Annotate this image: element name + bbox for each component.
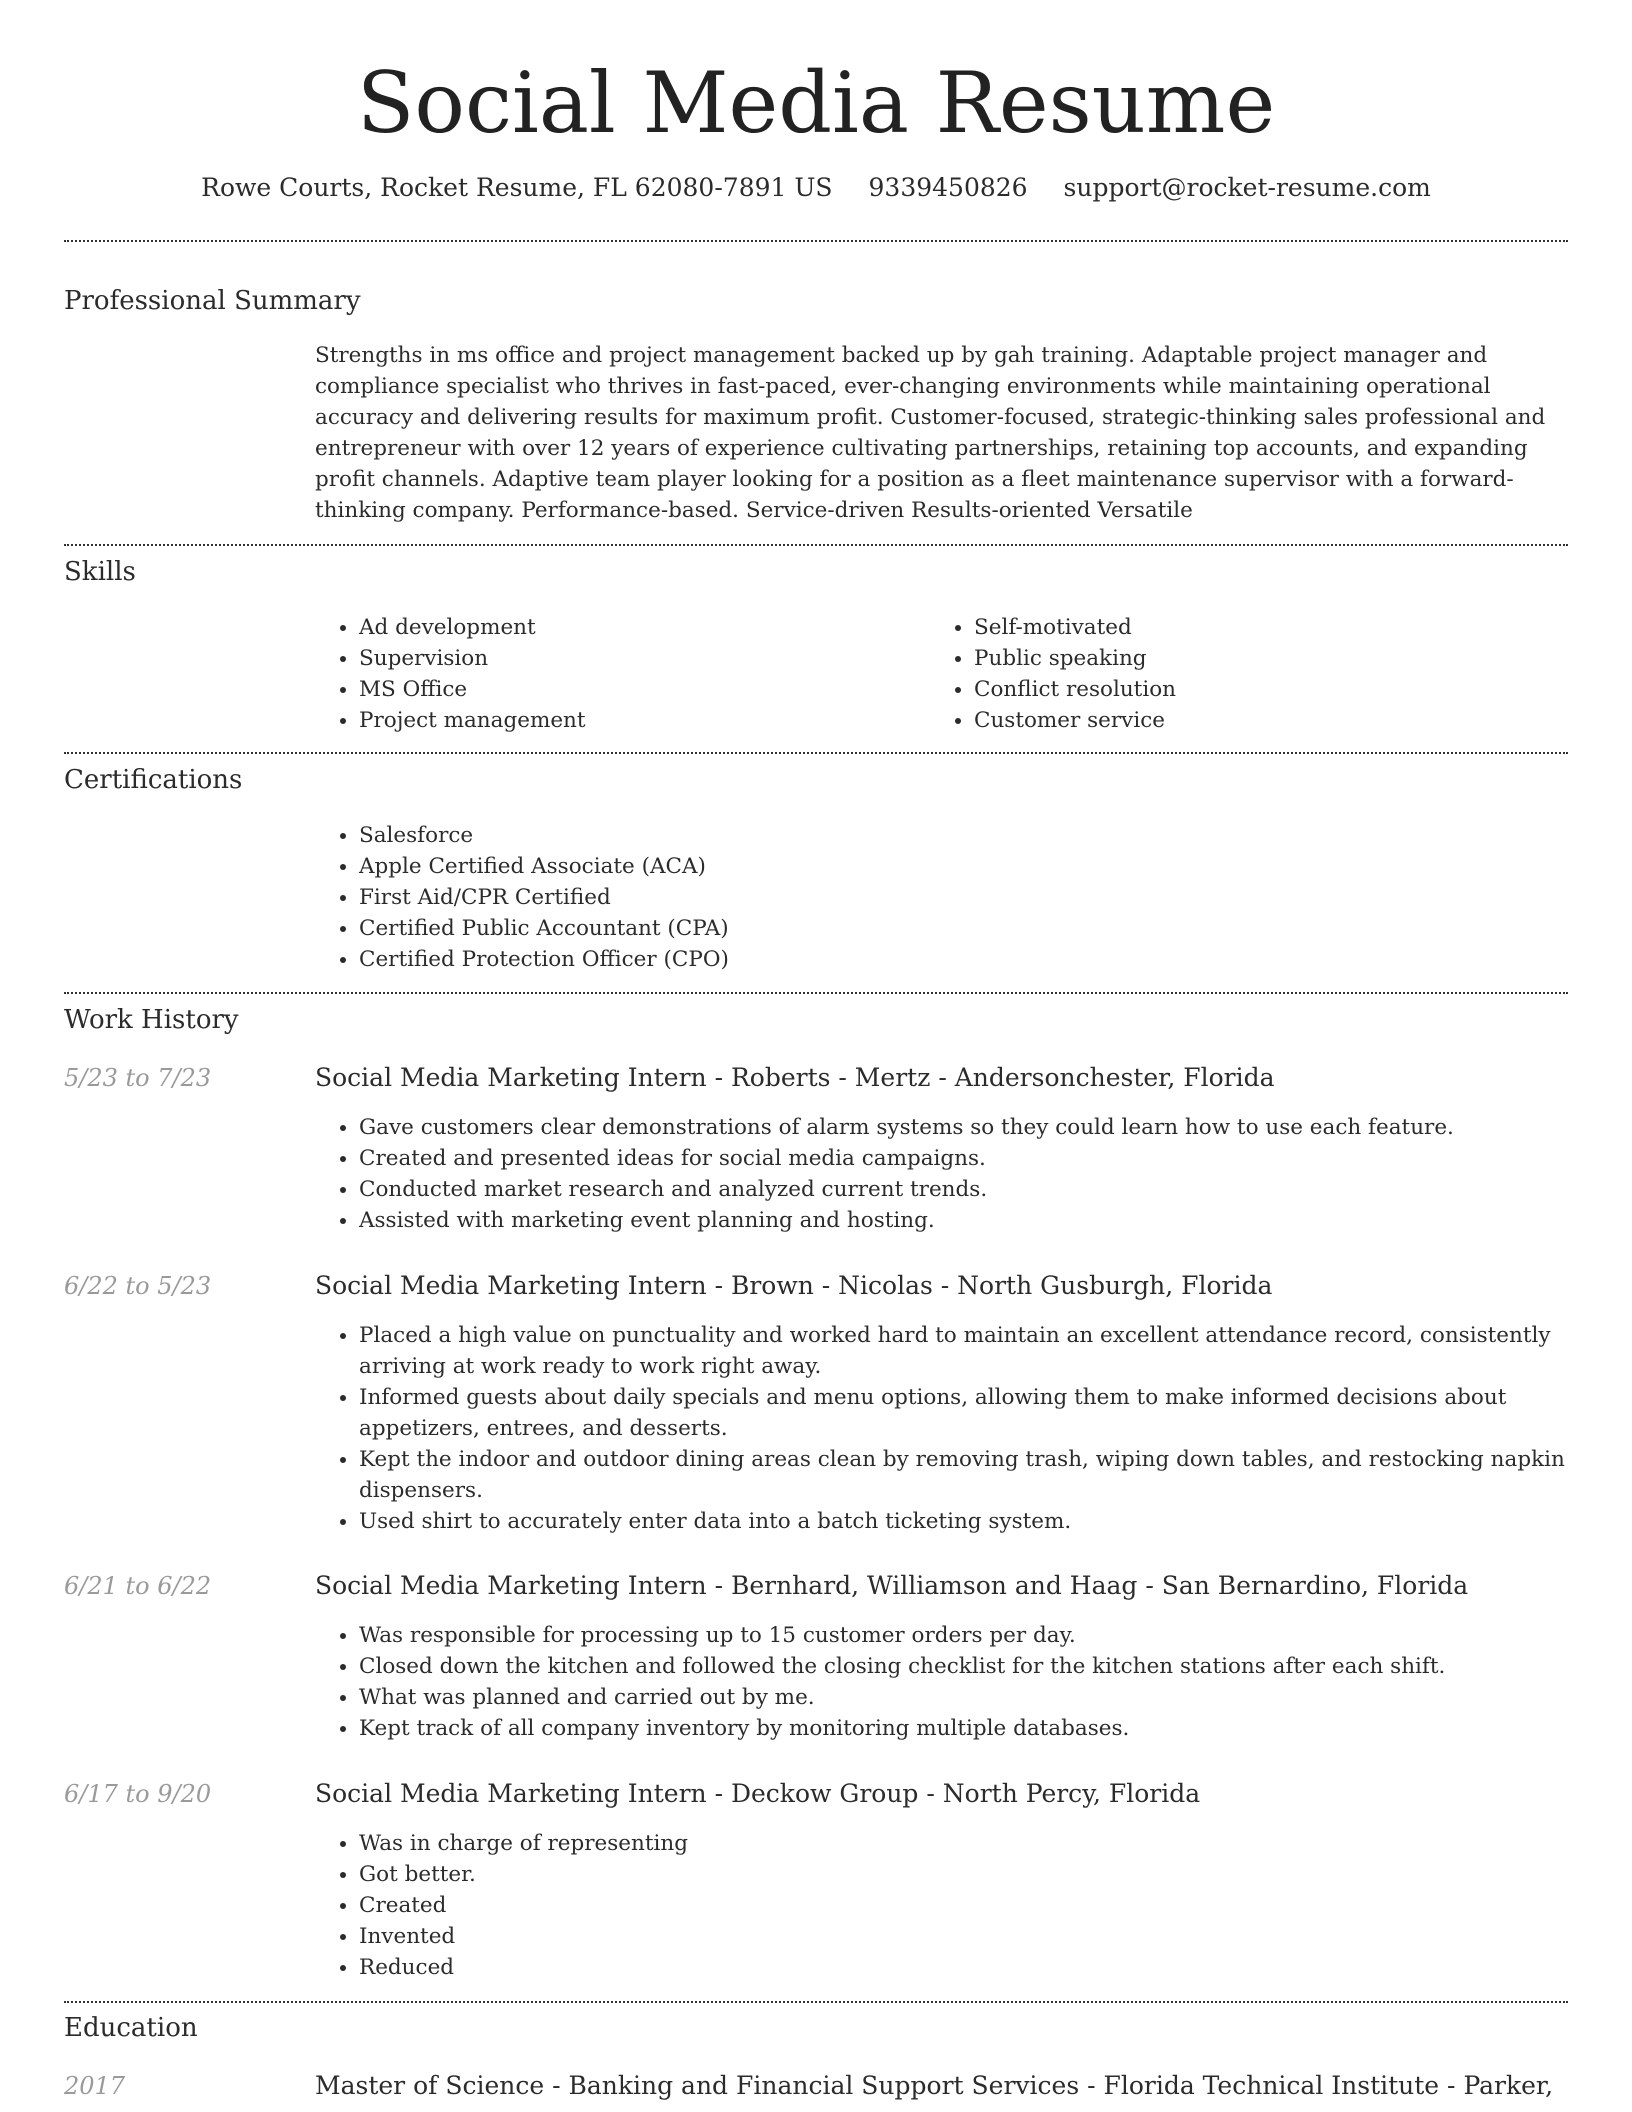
divider xyxy=(64,2001,1568,2003)
job-bullet: • Informed guests about daily specials and menu options, allowing them to make informed decisions about appetizers, entrees, and desserts. xyxy=(359,1382,1567,1444)
skill-item: • MS Office xyxy=(359,674,919,705)
skill-item: • Customer service xyxy=(974,705,1574,736)
certification-item: • Salesforce xyxy=(359,820,1559,851)
section-heading-skills: Skills xyxy=(64,557,136,587)
education-title: Master of Science - Banking and Financial Support Services - Florida Technical Institute - Parker, xyxy=(315,2071,1554,2100)
job-bullet: • Assisted with marketing event planning and hosting. xyxy=(359,1205,1567,1236)
certification-item: • First Aid/CPR Certified xyxy=(359,882,1559,913)
education-date: 2017 xyxy=(64,2072,126,2100)
job-date: 6/21 to 6/22 xyxy=(64,1572,212,1600)
skill-item: • Project management xyxy=(359,705,919,736)
job-bullets xyxy=(315,1828,1567,1983)
job-bullet: • Kept track of all company inventory by monitoring multiple databases. xyxy=(359,1713,1567,1744)
job-title: Social Media Marketing Intern - Roberts - Mertz - Andersonchester, Florida xyxy=(315,1063,1275,1092)
certifications-list xyxy=(315,820,1559,975)
job-bullet: • Invented xyxy=(359,1921,1567,1952)
job-bullet: • What was planned and carried out by me. xyxy=(359,1682,1567,1713)
skill-item: • Public speaking xyxy=(974,643,1574,674)
certification-item: • Certified Public Accountant (CPA) xyxy=(359,913,1559,944)
certification-item: • Certified Protection Officer (CPO) xyxy=(359,944,1559,975)
skills-list-left xyxy=(315,612,919,736)
job-bullet: • Was responsible for processing up to 15 customer orders per day. xyxy=(359,1620,1567,1651)
skill-item: • Self-motivated xyxy=(974,612,1574,643)
job-bullets xyxy=(315,1620,1567,1744)
job-bullet: • Got better. xyxy=(359,1859,1567,1890)
job-date: 6/17 to 9/20 xyxy=(64,1780,212,1808)
job-bullets xyxy=(315,1112,1567,1236)
section-heading-summary: Professional Summary xyxy=(64,286,361,316)
job-title: Social Media Marketing Intern - Brown - Nicolas - North Gusburgh, Florida xyxy=(315,1271,1273,1300)
contact-address: Rowe Courts, Rocket Resume, FL 62080-7891 US xyxy=(201,173,833,202)
divider xyxy=(64,752,1568,754)
skills-list-right xyxy=(930,612,1574,736)
skill-item: • Ad development xyxy=(359,612,919,643)
contact-line xyxy=(0,170,1632,206)
job-bullet: • Placed a high value on punctuality and worked hard to maintain an excellent attendance record, consistently arriving at work ready to work right away. xyxy=(359,1320,1567,1382)
section-heading-education: Education xyxy=(64,2013,198,2043)
job-title: Social Media Marketing Intern - Bernhard, Williamson and Haag - San Bernardino, Florida xyxy=(315,1571,1469,1600)
contact-email: support@rocket-resume.com xyxy=(1063,173,1431,202)
job-bullet: • Created and presented ideas for social media campaigns. xyxy=(359,1143,1567,1174)
divider xyxy=(64,544,1568,546)
job-bullet: • Kept the indoor and outdoor dining areas clean by removing trash, wiping down tables, and restocking napkin dispensers. xyxy=(359,1444,1567,1506)
resume-title: Social Media Resume xyxy=(356,54,1276,152)
job-bullet: • Closed down the kitchen and followed the closing checklist for the kitchen stations after each shift. xyxy=(359,1651,1567,1682)
contact-phone: 9339450826 xyxy=(868,173,1028,202)
job-bullet: • Gave customers clear demonstrations of alarm systems so they could learn how to use each feature. xyxy=(359,1112,1567,1143)
job-date: 5/23 to 7/23 xyxy=(64,1064,212,1092)
job-bullet: • Used shirt to accurately enter data into a batch ticketing system. xyxy=(359,1506,1567,1537)
job-bullet: • Created xyxy=(359,1890,1567,1921)
summary-text: Strengths in ms office and project management backed up by gah training. Adaptable project manager and compliance specialist who thrives in fast-paced, ever-changing environments while maintaining operational accuracy and delivering results for maximum profit. Customer-focused, strategic-thinking sales professional and entrepreneur with over 12 years of experience cultivating partnerships, retaining top accounts, and expanding profit channels. Adaptive team player looking for a position as a fleet maintenance supervisor with a forward-thinking company. Performance-based. Service-driven Results-oriented Versatile xyxy=(315,343,1546,523)
job-bullet: • Reduced xyxy=(359,1952,1567,1983)
skill-item: • Supervision xyxy=(359,643,919,674)
certification-item: • Apple Certified Associate (ACA) xyxy=(359,851,1559,882)
section-heading-certifications: Certifications xyxy=(64,765,243,795)
skill-item: • Conflict resolution xyxy=(974,674,1574,705)
section-heading-work: Work History xyxy=(64,1005,239,1035)
job-bullet: • Was in charge of representing xyxy=(359,1828,1567,1859)
divider xyxy=(64,240,1568,242)
job-date: 6/22 to 5/23 xyxy=(64,1272,212,1300)
job-bullets xyxy=(315,1320,1567,1537)
divider xyxy=(64,992,1568,994)
job-title: Social Media Marketing Intern - Deckow Group - North Percy, Florida xyxy=(315,1779,1201,1808)
job-bullet: • Conducted market research and analyzed current trends. xyxy=(359,1174,1567,1205)
